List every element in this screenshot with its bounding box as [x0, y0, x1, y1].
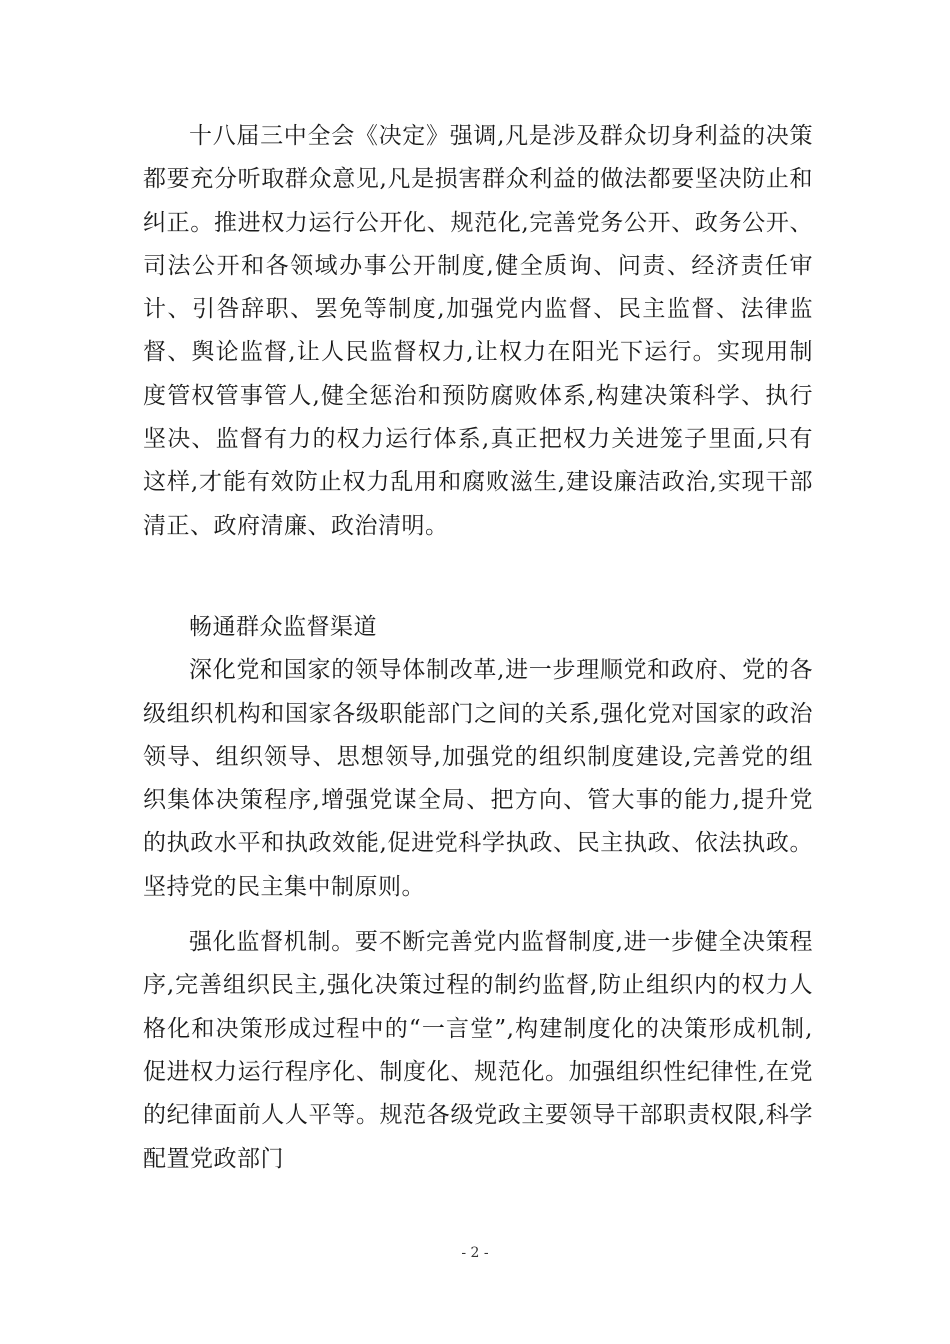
paragraph-supervision-mechanism: 强化监督机制。要不断完善党内监督制度,进一步健全决策程序,完善组织民主,强化决策过程的制约监督,防止组织内的权力人格化和决策形成过程中的“一言堂”,构建制度化的决策形成机制,促进权力运行程序化、制度化、规范化。加强组织性纪律性,在党的纪律面前人人平等。规范各级党政主要领导干部职责权限,科学配置党政部门 [143, 929, 813, 1172]
page-number: - 2 - [461, 1245, 489, 1261]
paragraph-leadership-reform: 深化党和国家的领导体制改革,进一步理顺党和政府、党的各级组织机构和国家各级职能部门之间的关系,强化党对国家的政治领导、组织领导、思想领导,加强党的组织制度建设,完善党的组织集体决策程序,增强党谋全局、把方向、管大事的能力,提升党的执政水平和执政效能,促进党科学执政、民主执政、依法执政。坚持党的民主集中制原则。 [143, 657, 813, 900]
text-block-lower [143, 606, 813, 1181]
text-block-upper [143, 115, 813, 548]
section-heading: 畅通群众监督渠道 [189, 614, 377, 640]
paragraph-decision-reform: 十八届三中全会《决定》强调,凡是涉及群众切身利益的决策都要充分听取群众意见,凡是损害群众利益的做法都要坚决防止和纠正。推进权力运行公开化、规范化,完善党务公开、政务公开、司法公开和各领域办事公开制度,健全质询、问责、经济责任审计、引咎辞职、罢免等制度,加强党内监督、民主监督、法律监督、舆论监督,让人民监督权力,让权力在阳光下运行。实现用制度管权管事管人,健全惩治和预防腐败体系,构建决策科学、执行坚决、监督有力的权力运行体系,真正把权力关进笼子里面,只有这样,才能有效防止权力乱用和腐败滋生,建设廉洁政治,实现干部清正、政府清廉、政治清明。 [143, 123, 813, 539]
